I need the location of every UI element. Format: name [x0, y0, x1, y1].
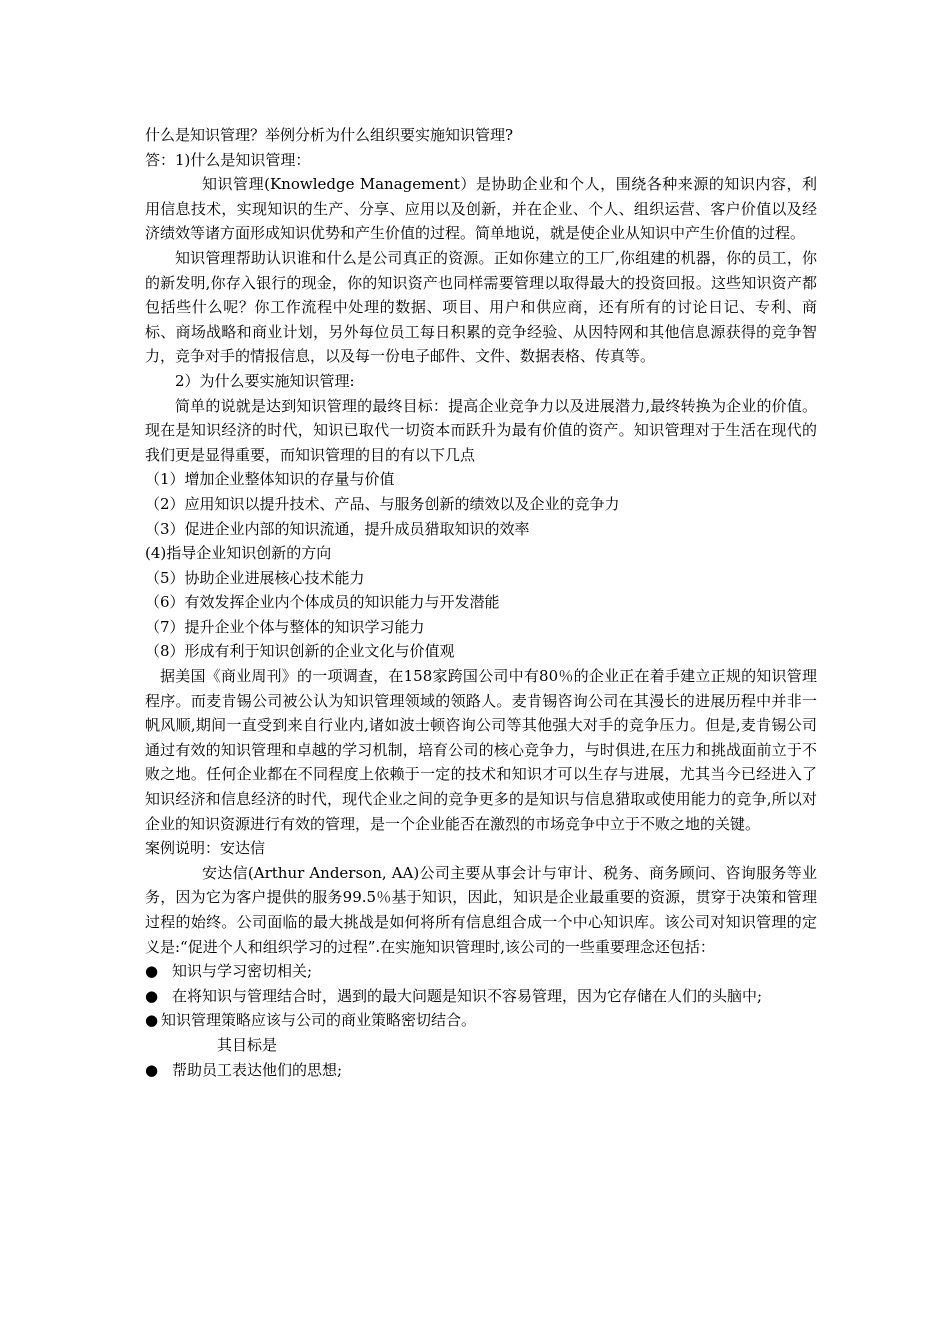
assets-paragraph: 知识管理帮助认识谁和什么是公司真正的资源。正如你建立的工厂,你组建的机器，你的员工，你的新发明,你存入银行的现金，你的知识资产也同样需要管理以取得最大的投资回报。这些知识资产都包括些什么呢？你工作流程中处理的数据、项目、用户和供应商，还有所有的讨论日记、专利、商标、商场战略和商业计划，另外每位员工每日积累的竞争经验、从因特网和其他信息源获得的竞争智力，竞争对手的情报信息，以及每一份电子邮件、文件、数据表格、传真等。: [145, 248, 817, 366]
purpose-list: [145, 467, 817, 664]
why-intro-paragraph: 简单的说就是达到知识管理的最终目标：提高企业竞争力以及进展潜力,最终转换为企业的价值。现在是知识经济的时代，知识已取代一切资本而跃升为最有价值的资产。知识管理对于生活在现代的我们更是显得重要，而知识管理的目的有以下几点: [145, 396, 817, 464]
survey-paragraph: 据美国《商业周刊》的一项调查，在158家跨国公司中有80％的企业正在着手建立正规的知识管理程序。而麦肯锡公司被公认为知识管理领域的领路人。麦肯锡咨询公司在其漫长的进展历程中并非一帆风顺,期间一直受到来自行业内,诸如波士顿咨询公司等其他强大对手的竞争压力。但是,麦肯锡公司通过有效的知识管理和卓越的学习机制，培育公司的核心竞争力，与时俱进,在压力和挑战面前立于不败之地。任何企业都在不同程度上依赖于一定的技术和知识才可以生存与进展，尤其当今已经进入了知识经济和信息经济的时代，现代企业之间的竞争更多的是知识与信息猎取或使用能力的竞争,所以对企业的知识资源进行有效的管理，是一个企业能否在激烈的市场竞争中立于不败之地的关键。: [145, 667, 817, 833]
case-paragraph: 安达信(Arthur Anderson, AA)公司主要从事会计与审计、税务、商务顾问、咨询服务等业务，因为它为客户提供的服务99.5％基于知识，因此，知识是企业最重要的资源，贯穿于决策和管理过程的始终。公司面临的最大挑战是如何将所有信息组合成一个中心知识库。该公司对知识管理的定义是:“促进个人和组织学习的过程”.在实施知识管理时,该公司的一些重要理念还包括：: [145, 863, 817, 956]
bullet-icon: ●: [145, 986, 159, 1005]
bullet-item: [145, 984, 817, 1009]
question-heading: 什么是知识管理？举例分析为什么组织要实施知识管理?: [145, 126, 514, 144]
why-heading: 2）为什么要实施知识管理:: [175, 371, 355, 390]
bullet-item: [145, 1058, 817, 1083]
bullet-item: [145, 959, 817, 984]
bullet-icon: ●: [145, 962, 159, 981]
answer-label: 答：1)什么是知识管理：: [145, 150, 311, 169]
bullet-icon: ●: [145, 1011, 159, 1030]
bullet-icon: ●: [145, 1060, 159, 1079]
list-item: （7）提升企业个体与整体的知识学习能力: [145, 617, 425, 636]
list-item: (4)指导企业知识创新的方向: [145, 544, 332, 563]
case-label: 案例说明：安达信: [145, 839, 266, 858]
goal-label: 其目标是: [217, 1035, 278, 1054]
list-item: （2）应用知识以提升技术、产品、与服务创新的绩效以及企业的竞争力: [145, 494, 620, 513]
list-item: （3）促进企业内部的知识流通，提升成员猎取知识的效率: [145, 519, 530, 538]
bullet-text: 知识与学习密切相关;: [172, 962, 313, 981]
list-item: （8）形成有利于知识创新的企业文化与价值观: [145, 642, 455, 661]
concept-list: [145, 959, 817, 1033]
list-item: （6）有效发挥企业内个体成员的知识能力与开发潜能: [145, 593, 500, 612]
bullet-text: 知识管理策略应该与公司的商业策略密切结合。: [161, 1011, 477, 1030]
list-item: （1）增加企业整体知识的存量与价值: [145, 470, 395, 489]
bullet-text: 帮助员工表达他们的思想;: [172, 1060, 343, 1079]
list-item: （5）协助企业进展核心技术能力: [145, 568, 365, 587]
document-page: [145, 123, 817, 1082]
bullet-text: 在将知识与管理结合时，遇到的最大问题是知识不容易管理，因为它存储在人们的头脑中;: [172, 986, 763, 1005]
bullet-item: [145, 1008, 817, 1033]
definition-paragraph: 知识管理(Knowledge Management）是协助企业和个人，围绕各种来源的知识内容，利用信息技术，实现知识的生产、分享、应用以及创新，并在企业、个人、组织运营、客户价值以及经济绩效等诸方面形成知识优势和产生价值的过程。简单地说，就是使企业从知识中产生价值的过程。: [145, 175, 817, 243]
goal-list: [145, 1058, 817, 1083]
